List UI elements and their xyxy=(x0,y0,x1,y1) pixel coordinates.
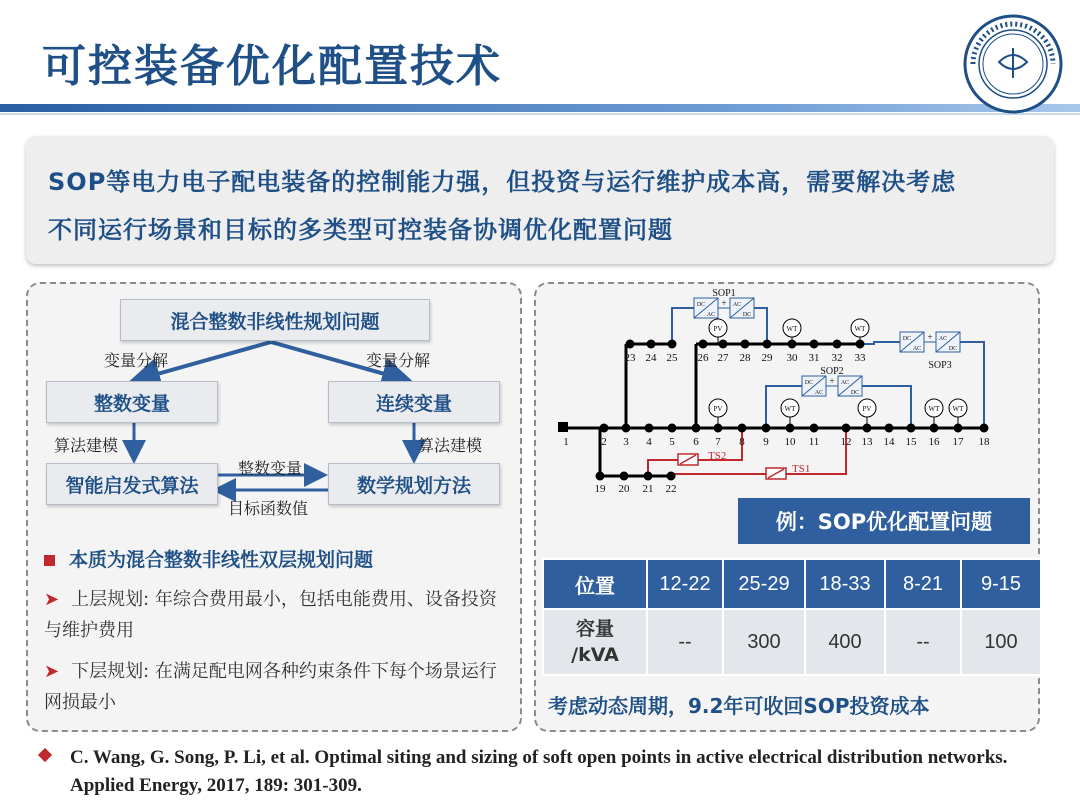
bus-node xyxy=(626,340,635,349)
bus-label: 4 xyxy=(646,436,652,448)
exchange-integer-label: 整数变量 xyxy=(238,459,303,478)
sub-bullet-lower: ➤ 下层规划: 在满足配电网各种约束条件下每个场景运行网损最小 xyxy=(44,661,497,713)
capacity-cell: 300 xyxy=(723,609,805,675)
wt-label: WT xyxy=(784,405,796,413)
converter-label: AC xyxy=(814,390,824,396)
bus-node xyxy=(714,424,723,433)
example-tag: 例：SOP优化配置问题 xyxy=(738,498,1030,544)
converter-plus: + xyxy=(721,298,727,308)
bus-node xyxy=(596,472,605,481)
bus-node xyxy=(668,424,677,433)
sub-bullet-upper: ➤ 上层规划: 年综合费用最小，包括电能费用、设备投资与维护费用 xyxy=(44,589,497,641)
bus-node xyxy=(786,424,795,433)
sop-capacity-table xyxy=(542,558,1042,676)
capacity-header: 容量 /kVA xyxy=(543,609,647,675)
bus-node xyxy=(856,340,865,349)
bus-label: 9 xyxy=(763,436,769,448)
sop-label: SOP1 xyxy=(712,288,736,299)
bus-node xyxy=(954,424,963,433)
bus-node xyxy=(741,340,750,349)
mixed-integer-problem-box: 混合整数非线性规划问题 xyxy=(120,299,430,341)
bus-label: 23 xyxy=(624,352,636,364)
pv-label: PV xyxy=(713,325,723,333)
converter-label: DC xyxy=(804,380,814,386)
bus-label: 18 xyxy=(978,436,990,448)
converter-plus: + xyxy=(829,376,835,386)
continuous-variables-box: 连续变量 xyxy=(328,381,500,423)
converter-label: DC xyxy=(948,346,958,352)
ts2-label: TS2 xyxy=(708,450,727,462)
distribution-network-diagram xyxy=(534,282,1036,494)
bus-node xyxy=(620,472,629,481)
bus-label: 27 xyxy=(717,352,729,364)
bus-label: 30 xyxy=(786,352,798,364)
bus-label: 7 xyxy=(715,436,721,448)
bus-label: 22 xyxy=(665,483,677,494)
arrow-bullet-icon: ➤ xyxy=(44,661,60,682)
sop1-line xyxy=(672,308,694,344)
bus-node xyxy=(738,424,747,433)
wt-label: WT xyxy=(854,325,866,333)
bus-node xyxy=(762,424,771,433)
bus-label: 10 xyxy=(784,436,796,448)
bus-node xyxy=(788,340,797,349)
converter-label: AC xyxy=(938,336,948,342)
summary-banner xyxy=(26,136,1054,264)
bus-node xyxy=(810,424,819,433)
bus-label: 3 xyxy=(623,436,629,448)
ts1-label: TS1 xyxy=(792,463,811,475)
wt-label: WT xyxy=(786,325,798,333)
ts1-line xyxy=(671,474,766,476)
wt-label: WT xyxy=(928,405,940,413)
capacity-cell: -- xyxy=(885,609,961,675)
reference-citation: C. Wang, G. Song, P. Li, et al. Optimal siting and sizing of soft open points in active electrical distribution networks. Applied Energy, 2017, 189: 301-309. xyxy=(70,747,1008,796)
table-capacity-row xyxy=(543,609,1041,675)
table-header-row xyxy=(543,559,1041,609)
bus-node xyxy=(667,472,676,481)
capacity-cell: 400 xyxy=(805,609,885,675)
bus-node xyxy=(980,424,989,433)
heuristic-algorithm-box: 智能启发式算法 xyxy=(46,463,218,505)
banner-line-2: 不同运行场景和目标的多类型可控装备协调优化配置问题 xyxy=(48,216,673,244)
bus-node xyxy=(699,340,708,349)
bus-node xyxy=(810,340,819,349)
university-seal-logo xyxy=(963,14,1063,114)
converter-label: AC xyxy=(840,380,850,386)
sop-label: SOP2 xyxy=(820,366,844,377)
converter-label: DC xyxy=(742,312,752,318)
left-decomposition-label: 变量分解 xyxy=(104,351,169,370)
bus-label: 8 xyxy=(739,436,745,448)
title-divider-thin xyxy=(0,113,1080,115)
arrow-bullet-icon: ➤ xyxy=(44,589,60,610)
bus-label: 11 xyxy=(808,436,820,448)
bus-node xyxy=(622,424,631,433)
bus-label: 13 xyxy=(861,436,873,448)
sop1-line xyxy=(754,308,767,344)
bus-node xyxy=(668,340,677,349)
bus-node xyxy=(692,424,701,433)
bus-label: 2 xyxy=(601,436,607,448)
bus-node xyxy=(842,424,851,433)
pv-label: PV xyxy=(862,405,872,413)
bus-label: 32 xyxy=(831,352,843,364)
sop-label: SOP3 xyxy=(928,360,952,371)
left-modeling-label: 算法建模 xyxy=(54,436,119,455)
banner-line-1: SOP等电力电子配电装备的控制能力强，但投资与运行维护成本高，需要解决考虑 xyxy=(48,168,957,196)
bus-label: 19 xyxy=(594,483,606,494)
location-cell: 8-21 xyxy=(885,559,961,609)
bus-node xyxy=(863,424,872,433)
location-cell: 12-22 xyxy=(647,559,723,609)
bus-label: 6 xyxy=(693,436,699,448)
payback-note: 考虑动态周期，9.2年可收回SOP投资成本 xyxy=(548,694,930,718)
converter-label: AC xyxy=(732,302,742,308)
bus-label: 15 xyxy=(905,436,917,448)
bus-node xyxy=(600,424,609,433)
wt-label: WT xyxy=(952,405,964,413)
location-cell: 18-33 xyxy=(805,559,885,609)
pv-label: PV xyxy=(713,405,723,413)
bus-label: 26 xyxy=(697,352,709,364)
right-decomposition-label: 变量分解 xyxy=(366,351,431,370)
converter-label: AC xyxy=(912,346,922,352)
converter-plus: + xyxy=(927,332,933,342)
square-bullet-icon xyxy=(44,555,55,566)
right-modeling-label: 算法建模 xyxy=(418,436,483,455)
math-programming-box: 数学规划方法 xyxy=(328,463,500,505)
bus-label: 24 xyxy=(645,352,657,364)
bus-node xyxy=(907,424,916,433)
bus-label: 16 xyxy=(928,436,940,448)
bus-label: 14 xyxy=(883,436,895,448)
bus-label: 33 xyxy=(854,352,866,364)
exchange-objective-label: 目标函数值 xyxy=(228,499,309,518)
capacity-cell: 100 xyxy=(961,609,1041,675)
bus-node xyxy=(885,424,894,433)
bus-node xyxy=(763,340,772,349)
bus-label: 17 xyxy=(952,436,964,448)
bus-label: 5 xyxy=(669,436,675,448)
title-divider xyxy=(0,104,1080,112)
capacity-cell: -- xyxy=(647,609,723,675)
converter-label: DC xyxy=(696,302,706,308)
converter-label: AC xyxy=(706,312,716,318)
bus-node xyxy=(833,340,842,349)
main-bullet: 本质为混合整数非线性双层规划问题 xyxy=(44,545,373,572)
bus-label: 25 xyxy=(666,352,678,364)
converter-label: DC xyxy=(902,336,912,342)
bus-label: 1 xyxy=(563,436,569,448)
bus-node xyxy=(647,340,656,349)
bus-node xyxy=(645,424,654,433)
bus-label: 29 xyxy=(761,352,773,364)
integer-variables-box: 整数变量 xyxy=(46,381,218,423)
bus-label: 12 xyxy=(840,436,852,448)
bus-node xyxy=(644,472,653,481)
bus-label: 28 xyxy=(739,352,751,364)
location-header: 位置 xyxy=(543,559,647,609)
location-cell: 9-15 xyxy=(961,559,1041,609)
bus-node xyxy=(930,424,939,433)
bus-label: 20 xyxy=(618,483,630,494)
substation-icon xyxy=(558,422,568,432)
bus-label: 31 xyxy=(808,352,820,364)
converter-label: DC xyxy=(850,390,860,396)
sop3-line xyxy=(860,342,900,344)
location-cell: 25-29 xyxy=(723,559,805,609)
page-title: 可控装备优化配置技术 xyxy=(42,41,502,92)
bus-label: 21 xyxy=(642,483,654,494)
diamond-bullet-icon xyxy=(38,748,52,762)
bus-node xyxy=(719,340,728,349)
